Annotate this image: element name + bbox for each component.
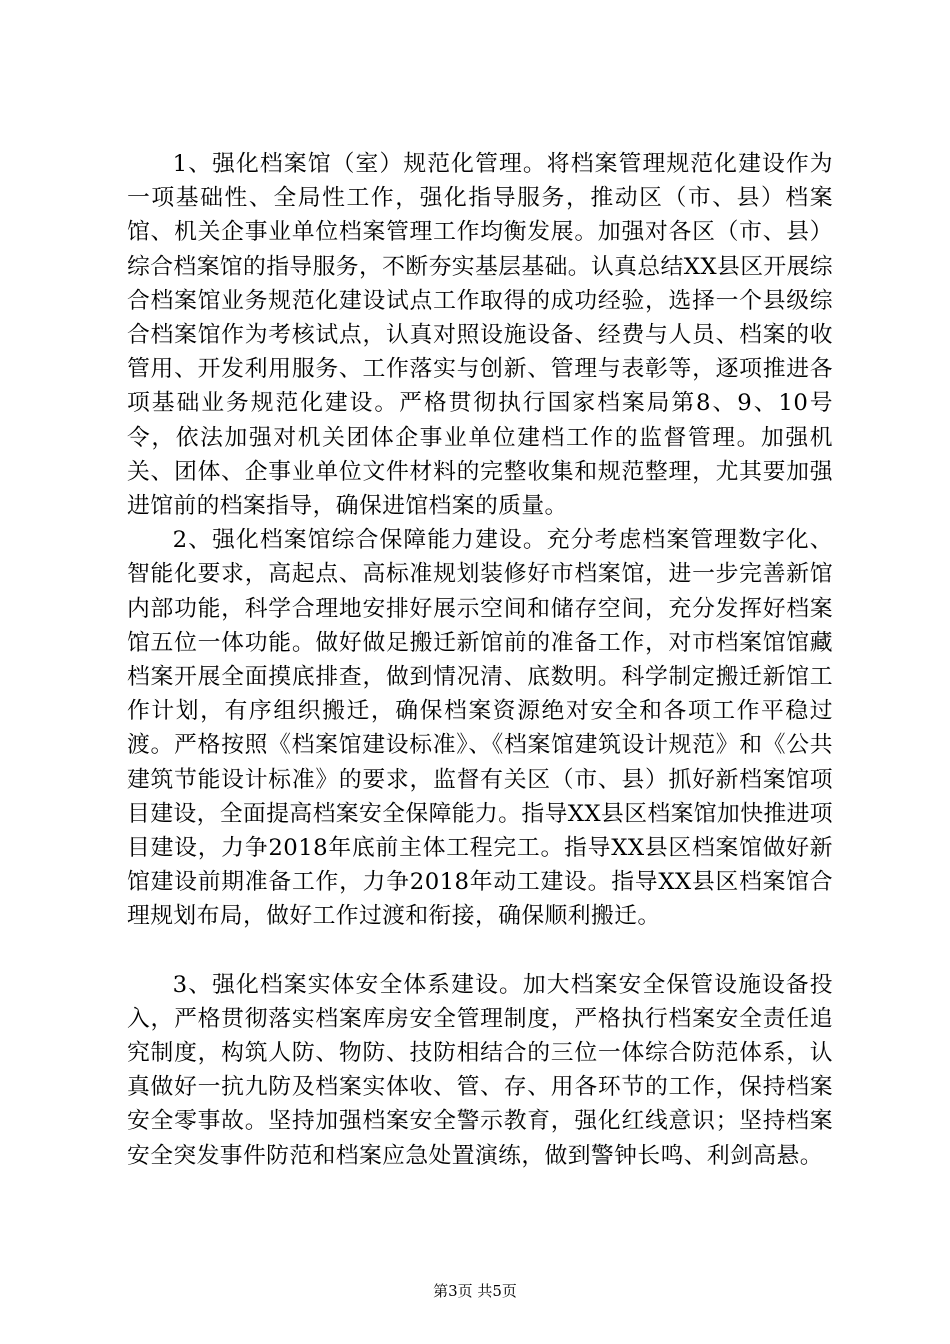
page-footer: 第3页 共5页: [433, 1282, 517, 1300]
paragraph-1: 1、强化档案馆（室）规范化管理。将档案管理规范化建设作为一项基础性、全局性工作，强化指导服务，推动区（市、县）档案馆、机关企事业单位档案管理工作均衡发展。加强对各区（市、县）综合档案馆的指导服务，不断夯实基层基础。认真总结XX县区开展综合档案馆业务规范化建设试点工作取得的成功经验，选择一个县级综合档案馆作为考核试点，认真对照设施设备、经费与人员、档案的收管用、开发利用服务、工作落实与创新、管理与表彰等，逐项推进各项基础业务规范化建设。严格贯彻执行国家档案局第8、9、10号令，依法加强对机关团体企事业单位建档工作的监督管理。加强机关、团体、企事业单位文件材料的完整收集和规范整理，尤其要加强进馆前的档案指导，确保进馆档案的质量。: [127, 151, 833, 520]
paragraph-3: 3、强化档案实体安全体系建设。加大档案安全保管设施设备投入，严格贯彻落实档案库房安全管理制度，严格执行档案安全责任追究制度，构筑人防、物防、技防相结合的三位一体综合防范体系，认真做好一抗九防及档案实体收、管、存、用各环节的工作，保持档案安全零事故。坚持加强档案安全警示教育，强化红线意识；坚持档案安全突发事件防范和档案应急处置演练，做到警钟长鸣、利剑高悬。: [127, 971, 833, 1169]
document-body: [127, 147, 833, 1173]
paragraph-2: 2、强化档案馆综合保障能力建设。充分考虑档案管理数字化、智能化要求，高起点、高标准规划装修好市档案馆，进一步完善新馆内部功能，科学合理地安排好展示空间和储存空间，充分发挥好档案馆五位一体功能。做好做足搬迁新馆前的准备工作，对市档案馆馆藏档案开展全面摸底排查，做到情况清、底数明。科学制定搬迁新馆工作计划，有序组织搬迁，确保档案资源绝对安全和各项工作平稳过渡。严格按照《档案馆建设标准》、《档案馆建筑设计规范》和《公共建筑节能设计标准》的要求，监督有关区（市、县）抓好新档案馆项目建设，全面提高档案安全保障能力。指导XX县区档案馆加快推进项目建设，力争2018年底前主体工程完工。指导XX县区档案馆做好新馆建设前期准备工作，力争2018年动工建设。指导XX县区档案馆合理规划布局，做好工作过渡和衔接，确保顺利搬迁。: [127, 527, 833, 930]
